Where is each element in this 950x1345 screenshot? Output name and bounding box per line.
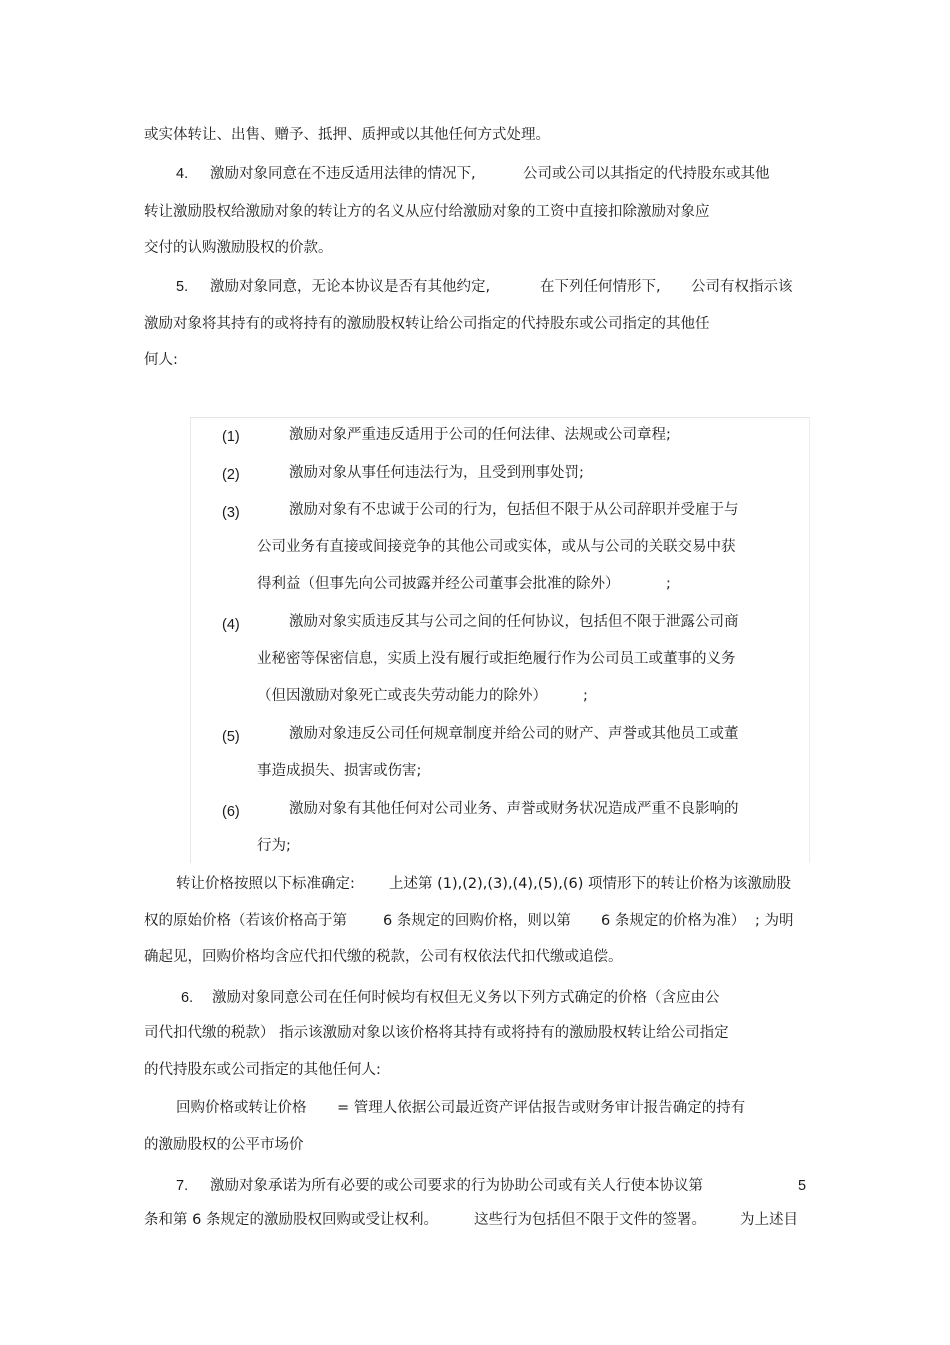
list-item-number: (1): [222, 429, 240, 445]
list-item-text: 激励对象有其他任何对公司业务、声誉或财务状况造成严重不良影响的: [289, 801, 739, 817]
text-line: 回购价格或转让价格: [176, 1100, 307, 1116]
text-line: 6 条规定的回购价格，则以第: [383, 913, 571, 929]
text-line: = 管理人依据公司最近资产评估报告或财务审计报告确定的持有: [337, 1100, 746, 1116]
list-item-text: ;: [583, 688, 588, 704]
text-line: 激励对象同意在不违反适用法律的情况下,: [210, 166, 476, 182]
list-item-number: (4): [222, 617, 240, 633]
clause-number: 7.: [176, 1178, 189, 1194]
text-line: 5: [798, 1178, 807, 1194]
list-item-text: 激励对象违反公司任何规章制度并给公司的财产、声誉或其他员工或董: [289, 726, 739, 742]
text-line: 激励对象承诺为所有必要的或公司要求的行为协助公司或有关人行使本协议第: [210, 1178, 703, 1194]
list-item-text: 激励对象严重违反适用于公司的任何法律、法规或公司章程;: [289, 427, 671, 443]
text-line: 何人:: [144, 352, 178, 368]
list-item-text: 事造成损失、损害或伤害;: [257, 763, 422, 779]
text-line: 条和第 6 条规定的激励股权回购或受让权利。: [144, 1212, 438, 1228]
text-line: 的代持股东或公司指定的其他任何人:: [144, 1062, 381, 1078]
list-item-text: ;: [666, 576, 671, 592]
text-line: 为上述目: [740, 1212, 798, 1228]
clause-number: 4.: [176, 166, 189, 182]
list-item-text: 得利益（但事先向公司披露并经公司董事会批准的除外）: [257, 576, 620, 592]
list-item-number: (5): [222, 729, 240, 745]
text-line: 这些行为包括但不限于文件的签署。: [474, 1212, 706, 1228]
list-item-text: 激励对象从事任何违法行为，且受到刑事处罚;: [289, 465, 584, 481]
text-line: 交付的认购激励股权的价款。: [144, 240, 333, 256]
clause-number: 6.: [181, 990, 194, 1006]
text-line: 的激励股权的公平市场价: [144, 1137, 304, 1153]
list-item-number: (3): [222, 505, 240, 521]
list-item-text: 激励对象实质违反其与公司之间的任何协议，包括但不限于泄露公司商: [289, 614, 739, 630]
text-line: 激励对象同意公司在任何时候均有权但无义务以下列方式确定的价格（含应由公: [212, 990, 720, 1006]
text-line: 公司有权指示该: [691, 279, 793, 295]
clause-number: 5.: [176, 279, 189, 295]
text-line: 转让激励股权给激励对象的转让方的名义从应付给激励对象的工资中直接扣除激励对象应: [144, 204, 710, 220]
list-item-text: （但因激励对象死亡或丧失劳动能力的除外）: [257, 688, 547, 704]
text-line: 上述第 (1),(2),(3),(4),(5),(6) 项情形下的转让价格为该激励股: [389, 876, 791, 892]
text-line: 司代扣代缴的税款） 指示该激励对象以该价格将其持有或将持有的激励股权转让给公司指定: [144, 1025, 729, 1041]
text-line: 激励对象同意，无论本协议是否有其他约定,: [210, 279, 491, 295]
text-line: 确起见，回购价格均含应代扣代缴的税款，公司有权依法代扣代缴或追偿。: [144, 949, 623, 965]
text-line: ; 为明: [755, 913, 794, 929]
text-line: 6 条规定的价格为准）: [601, 913, 746, 929]
text-line: 或实体转让、出售、赠予、抵押、质押或以其他任何方式处理。: [144, 127, 550, 143]
list-item-number: (6): [222, 804, 240, 820]
text-line: 在下列任何情形下,: [540, 279, 661, 295]
list-frame: [190, 417, 810, 863]
text-line: 转让价格按照以下标准确定:: [176, 876, 355, 892]
text-line: 公司或公司以其指定的代持股东或其他: [523, 166, 770, 182]
list-item-number: (2): [222, 467, 240, 483]
text-line: 激励对象将其持有的或将持有的激励股权转让给公司指定的代持股东或公司指定的其他任: [144, 316, 710, 332]
list-item-text: 公司业务有直接或间接竞争的其他公司或实体，或从与公司的关联交易中获: [257, 539, 736, 555]
list-item-text: 业秘密等保密信息，实质上没有履行或拒绝履行作为公司员工或董事的义务: [257, 651, 736, 667]
text-line: 权的原始价格（若该价格高于第: [144, 913, 347, 929]
list-item-text: 行为;: [257, 838, 291, 854]
list-item-text: 激励对象有不忠诚于公司的行为，包括但不限于从公司辞职并受雇于与: [289, 502, 739, 518]
